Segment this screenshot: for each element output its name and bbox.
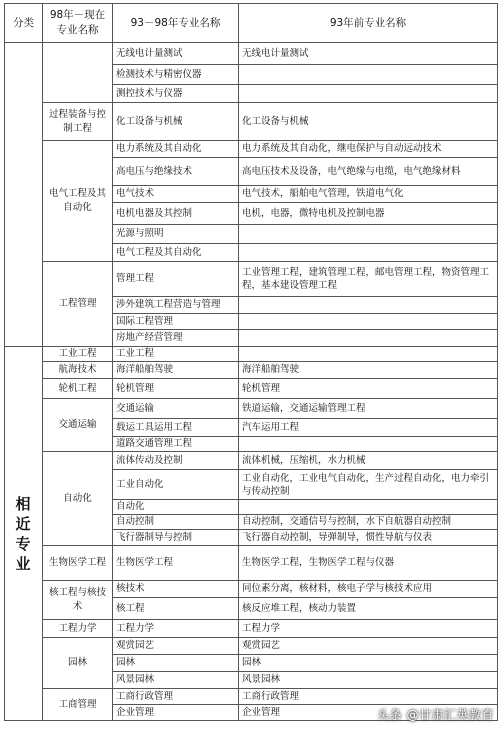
side-cell-top bbox=[5, 43, 43, 347]
category-cell: 园林 bbox=[43, 638, 113, 689]
cell-93-98: 道路交通管理工程 bbox=[113, 437, 239, 452]
cell-93-98: 自动化 bbox=[113, 500, 239, 515]
table-row bbox=[5, 638, 498, 655]
cell-93-98: 无线电计量测试 bbox=[113, 43, 239, 65]
cell-pre93: 生物医学工程，生物医学工程与仪器 bbox=[239, 546, 498, 581]
cell-93-98: 核技术 bbox=[113, 581, 239, 598]
cell-pre93: 轮机管理 bbox=[239, 379, 498, 399]
cell-pre93: 高电压技术及设备，电气绝缘与电缆，电气绝缘材料 bbox=[239, 158, 498, 186]
cell-pre93: 同位素分离，核材料，核电子学与核技术应用 bbox=[239, 581, 498, 598]
cell-93-98: 生物医学工程 bbox=[113, 546, 239, 581]
cell-pre93: 铁道运输，交通运输管理工程 bbox=[239, 399, 498, 419]
cell-pre93 bbox=[239, 500, 498, 515]
cell-93-98: 载运工具运用工程 bbox=[113, 419, 239, 437]
cell-pre93: 工业自动化，工业电气自动化，生产过程自动化，电力牵引与传动控制 bbox=[239, 470, 498, 500]
cell-93-98: 光源与照明 bbox=[113, 225, 239, 244]
table-row bbox=[5, 43, 498, 65]
category-cell: 电气工程及其自动化 bbox=[43, 141, 113, 262]
category-cell bbox=[43, 43, 113, 103]
cell-pre93: 电机，电器，微特电机及控制电器 bbox=[239, 203, 498, 225]
category-cell: 轮机工程 bbox=[43, 379, 113, 399]
cell-pre93: 园林 bbox=[239, 655, 498, 672]
table-row bbox=[5, 362, 498, 379]
cell-pre93: 无线电计量测试 bbox=[239, 43, 498, 65]
table-row bbox=[5, 141, 498, 158]
cell-pre93: 核反应堆工程，核动力装置 bbox=[239, 598, 498, 620]
category-cell: 工程力学 bbox=[43, 620, 113, 638]
category-cell: 核工程与核技术 bbox=[43, 581, 113, 620]
cell-pre93: 飞行器自动控制，导弹制导，惯性导航与仪表 bbox=[239, 530, 498, 546]
header-category: 分类 bbox=[5, 4, 43, 43]
table-row bbox=[5, 399, 498, 419]
table-row bbox=[5, 262, 498, 297]
cell-93-98: 轮机管理 bbox=[113, 379, 239, 399]
header-current-name: 98年－现在专业名称 bbox=[43, 4, 113, 43]
cell-pre93: 化工设备与机械 bbox=[239, 103, 498, 141]
cell-93-98: 工业自动化 bbox=[113, 470, 239, 500]
cell-93-98: 观赏园艺 bbox=[113, 638, 239, 655]
cell-pre93: 汽车运用工程 bbox=[239, 419, 498, 437]
cell-93-98: 核工程 bbox=[113, 598, 239, 620]
header-pre93-name: 93年前专业名称 bbox=[239, 4, 498, 43]
cell-pre93 bbox=[239, 330, 498, 347]
category-cell: 工业工程 bbox=[43, 347, 113, 362]
table-row bbox=[5, 546, 498, 581]
cell-pre93 bbox=[239, 347, 498, 362]
category-cell: 工程管理 bbox=[43, 262, 113, 347]
cell-93-98: 企业管理 bbox=[113, 705, 239, 721]
cell-pre93: 风景园林 bbox=[239, 672, 498, 689]
cell-93-98: 电气技术 bbox=[113, 186, 239, 203]
cell-pre93: 自动控制，交通信号与控制，水下自航器自动控制 bbox=[239, 515, 498, 530]
category-cell: 生物医学工程 bbox=[43, 546, 113, 581]
table-row bbox=[5, 103, 498, 141]
cell-93-98: 流体传动及控制 bbox=[113, 452, 239, 470]
cell-93-98: 海洋船舶驾驶 bbox=[113, 362, 239, 379]
cell-93-98: 国际工程管理 bbox=[113, 314, 239, 330]
cell-93-98: 风景园林 bbox=[113, 672, 239, 689]
cell-pre93 bbox=[239, 244, 498, 262]
table-row bbox=[5, 620, 498, 638]
cell-93-98: 工商行政管理 bbox=[113, 689, 239, 705]
cell-93-98: 管理工程 bbox=[113, 262, 239, 297]
major-table bbox=[4, 3, 498, 721]
category-cell: 交通运输 bbox=[43, 399, 113, 452]
table-row bbox=[5, 689, 498, 705]
category-cell: 工商管理 bbox=[43, 689, 113, 721]
cell-93-98: 工程力学 bbox=[113, 620, 239, 638]
cell-93-98: 电气工程及其自动化 bbox=[113, 244, 239, 262]
cell-pre93 bbox=[239, 85, 498, 103]
cell-pre93: 工程力学 bbox=[239, 620, 498, 638]
table-row bbox=[5, 379, 498, 399]
cell-93-98: 自动控制 bbox=[113, 515, 239, 530]
cell-93-98: 高电压与绝缘技术 bbox=[113, 158, 239, 186]
cell-pre93 bbox=[239, 297, 498, 314]
cell-pre93: 电力系统及其自动化，继电保护与自动远动技术 bbox=[239, 141, 498, 158]
table-row bbox=[5, 581, 498, 598]
table-row bbox=[5, 452, 498, 470]
cell-93-98: 涉外建筑工程营造与管理 bbox=[113, 297, 239, 314]
side-label: 相近专业 bbox=[5, 347, 43, 721]
cell-93-98: 电力系统及其自动化 bbox=[113, 141, 239, 158]
watermark: 头条 @甘肃汇英教育 bbox=[377, 708, 494, 722]
cell-93-98: 测控技术与仪器 bbox=[113, 85, 239, 103]
cell-pre93 bbox=[239, 65, 498, 85]
cell-pre93: 观赏园艺 bbox=[239, 638, 498, 655]
cell-pre93: 企业管理 bbox=[239, 705, 498, 721]
cell-93-98: 园林 bbox=[113, 655, 239, 672]
header-93-98-name: 93－98年专业名称 bbox=[113, 4, 239, 43]
cell-pre93: 工商行政管理 bbox=[239, 689, 498, 705]
cell-pre93 bbox=[239, 437, 498, 452]
cell-pre93 bbox=[239, 225, 498, 244]
cell-pre93: 流体机械，压缩机，水力机械 bbox=[239, 452, 498, 470]
cell-pre93: 工业管理工程，建筑管理工程，邮电管理工程，物资管理工程，基本建设管理工程 bbox=[239, 262, 498, 297]
cell-pre93: 海洋船舶驾驶 bbox=[239, 362, 498, 379]
cell-pre93 bbox=[239, 314, 498, 330]
cell-93-98: 电机电器及其控制 bbox=[113, 203, 239, 225]
cell-93-98: 房地产经营管理 bbox=[113, 330, 239, 347]
cell-93-98: 飞行器制导与控制 bbox=[113, 530, 239, 546]
category-cell: 自动化 bbox=[43, 452, 113, 546]
category-cell: 航海技术 bbox=[43, 362, 113, 379]
cell-93-98: 工业工程 bbox=[113, 347, 239, 362]
cell-93-98: 检测技术与精密仪器 bbox=[113, 65, 239, 85]
cell-93-98: 交通运输 bbox=[113, 399, 239, 419]
category-cell: 过程装备与控制工程 bbox=[43, 103, 113, 141]
cell-93-98: 化工设备与机械 bbox=[113, 103, 239, 141]
table-row bbox=[5, 347, 498, 362]
cell-pre93: 电气技术，船舶电气管理，铁道电气化 bbox=[239, 186, 498, 203]
header-row bbox=[5, 4, 498, 43]
